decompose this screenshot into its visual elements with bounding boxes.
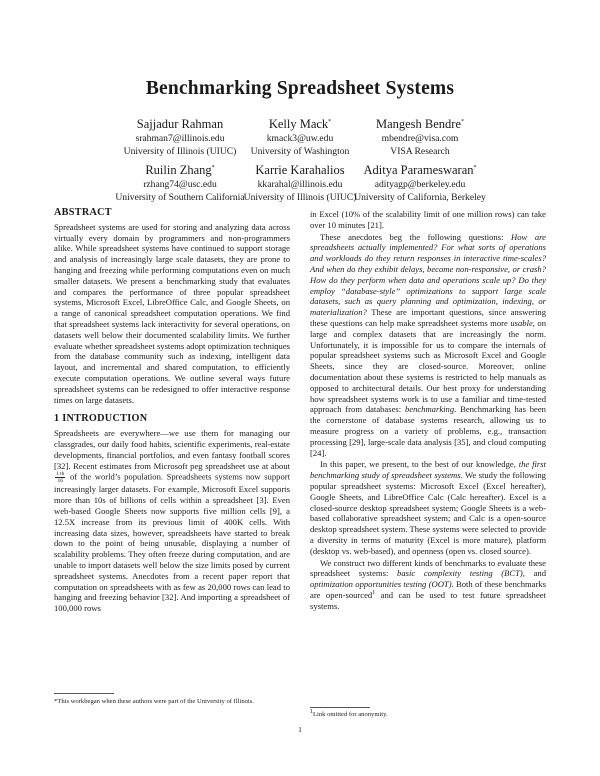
author-affiliation: University of Southern California	[115, 192, 245, 203]
page-number: 1	[298, 725, 302, 734]
emphasis-run: benchmarking	[404, 404, 455, 415]
emphasis-run: How are spreadsheets actually implemented? For what sorts of operations and workloads do they return responses in interactive time-scales? And when do they exhibit delays, become non-responsive, or crash? How do they perform when data and operations scale up? Do they employ “database-style” optimizations to support large scale datasets, such as query planning and optimization, indexing, or materialization?	[310, 231, 546, 318]
right-paragraph-2	[310, 459, 546, 556]
introduction-heading: 1 INTRODUCTION	[54, 413, 148, 425]
abstract-text: Spreadsheet systems are used for storing and analyzing data across virtually every domain by programmers and non-programmers alike. While spreadsheet systems have continued to support storage and analysis of increasingly large scale datasets, they are prone to hanging and freezing while performing computations even on much smaller datasets. We present a benchmarking study that evaluates and compares the performance of three popular spreadsheet systems, Microsoft Excel, LibreOffice Calc, and Google Sheets, on a range of canonical spreadsheet computation operations. We find that spreadsheet systems lack interactivity for several operations, on datasets well below their documented scalability limits. We further evaluate whether spreadsheet systems adopt optimization techniques from the database community such as indexing, intelligent data layout, and incremental and shared computation, to efficiently execute computation operations. We outline several ways future spreadsheet systems can be redesigned to offer interactive response times on large datasets.	[54, 221, 290, 405]
text-run: . Benchmarking has been the cornerstone of database systems research, allowing us to measure progress on a variety of problems, e.g., transaction processing [29], large-scale data analysis [35], and cloud computing [24].	[310, 404, 546, 458]
text-run: . We study the following popular spreadsheet systems: Microsoft Excel (Excel hereafter), Google Sheets, and LibreOffice Calc (Calc hereafter). Excel is a closed-source desktop spreadsheet system; Google Sheets is a web-based collaborative spreadsheet system; and Calc is a open-source desktop spreadsheet system. These systems were selected to provide a diversity in terms of maturity (Excel is more mature), platform (desktop vs. web-based), and openness (open vs. closed source).	[310, 470, 546, 556]
right-paragraph-0: in Excel (10% of the scalability limit of one million rows) can take over 10 minutes [21].	[310, 209, 546, 230]
author-email: kkarahal@illinois.edu	[257, 179, 343, 190]
author-mark: *	[461, 118, 465, 125]
author-mark: *	[328, 118, 332, 125]
right-column	[310, 209, 546, 611]
footnote-marker: 1	[372, 590, 376, 597]
author-affiliation: University of Washington	[250, 146, 350, 157]
author-email: srahman7@illinois.edu	[135, 133, 225, 144]
abstract-heading: ABSTRACT	[54, 207, 112, 218]
text-run: and can be used to test future spreadsheet systems.	[310, 589, 546, 611]
text-run: , on large and complex datasets that are increasingly the norm. Unfortunately, it is impossible for us to compare the internals of popular spreadsheet systems such as Microsoft Excel and Google Sheets, since they are closed-source. Moreover, online documentation about these systems is restricted to help manuals as opposed to architectural details. Our best proxy for understanding how spreadsheet systems work is to use a familiar and time-tested approach from databases:	[310, 317, 546, 415]
intro-paragraph	[54, 428, 290, 614]
intro-text-a: Spreadsheets are everywhere—we use them for managing our classgrades, our daily food habits, scientific experiments, real-estate developments, financial portfolios, and even fantasy football scores [32]. Recent estimates from Microsoft peg spreadsheet use at about	[54, 428, 290, 471]
author-name: Karrie Karahalios	[255, 163, 345, 177]
author-email: kmack3@uw.edu	[266, 133, 334, 144]
author-name: Sajjadur Rahman	[136, 117, 224, 131]
intro-text-b: of the world’s population. Spreadsheets systems now support increasingly larger datasets. For example, Microsoft Excel supports more than 10s of billions of cells within a spreadsheet [3]. Even web-based Google Sheets now supports five million cells [9], a 12.5X increase from its previous limit of 400K cells. With increasing data sizes, however, spreadsheets have started to break down to the point of being unusable, displaying a number of scalability problems. They often freeze during computation, and are unable to import datasets well below the size limits posed by current spreadsheet systems. Anecdotes from a recent paper report that computation on spreadsheets with as few as 20,000 rows can lead to hanging and freezing behavior [32]. And importing a spreadsheet of 100,000 rows	[54, 471, 290, 614]
author-email: rzhang74@usc.edu	[143, 179, 217, 190]
text-run: . Both of these benchmarks are open-sourced	[310, 579, 546, 600]
footnote-left: *This workbegan when these authors were part of the University of Illinois.	[54, 698, 254, 705]
author-email: mbendre@visa.com	[381, 133, 459, 144]
footnote-mark: 1	[310, 708, 313, 715]
text-run: These are important questions, since answering these questions can help make spreadsheet systems more	[310, 307, 546, 328]
fraction	[55, 471, 65, 484]
author-affiliation: University of California, Berkeley	[354, 192, 486, 203]
author-name: Kelly Mack	[268, 117, 329, 131]
text-run: , and	[522, 568, 546, 579]
left-column	[54, 208, 290, 614]
footnote-rule	[54, 693, 114, 694]
paper-title: Benchmarking Spreadsheet Systems	[145, 78, 455, 99]
emphasis-run: optimization opportunities testing (OOT)	[310, 579, 452, 590]
author-affiliation: VISA Research	[390, 146, 450, 157]
text-run: In this paper, we present, to the best of our knowledge,	[320, 459, 516, 470]
author-name: Mangesh Bendre	[375, 117, 462, 131]
right-paragraph-3	[310, 558, 546, 612]
author-name: Ruilin Zhang	[145, 163, 212, 177]
text-run: These anecdotes beg the following questions:	[320, 231, 504, 242]
footnote-right	[310, 708, 546, 719]
author-mark: *	[473, 164, 477, 171]
emphasis-run: basic complexity testing (BCT)	[397, 568, 523, 579]
footnote-rule	[310, 707, 370, 708]
right-paragraph-1	[310, 232, 546, 459]
fraction-denominator: 16	[57, 478, 63, 485]
author-affiliation: University of Illinois (UIUC)	[243, 192, 357, 203]
emphasis-run: usable	[510, 317, 533, 328]
author-affiliation: University of Illinois (UIUC)	[123, 146, 237, 157]
author-name: Aditya Parameswaran	[363, 163, 474, 177]
author-email: adityagp@berkeley.edu	[374, 179, 466, 190]
footnote-right-text: Link omitted for anonymity.	[313, 711, 388, 718]
text-run: We construct two different kinds of benchmarks to evaluate these spreadsheet systems:	[310, 557, 546, 579]
emphasis-run: the first benchmarking study of spreadsheet systems	[310, 459, 546, 481]
fraction-numerator: 1 th	[56, 471, 65, 478]
author-mark: *	[211, 164, 215, 171]
author-block	[330, 162, 510, 204]
author-block	[330, 116, 510, 158]
